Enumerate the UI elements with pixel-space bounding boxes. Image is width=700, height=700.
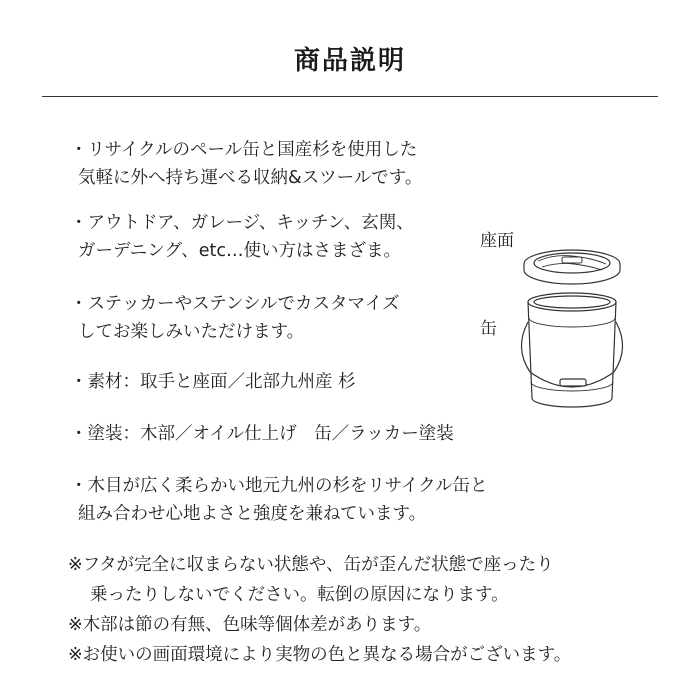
bullet-finish-line1: ・塗装：木部／オイル仕上げ 缶／ラッカー塗装 — [70, 424, 454, 444]
bullet-customize-line1: ・ステッカーやステンシルでカスタマイズ — [70, 294, 400, 314]
title-divider — [42, 96, 658, 97]
bullet-recycle-line2: 気軽に外へ持ち運べる収納&スツールです。 — [78, 168, 423, 188]
seat-label: 座面 — [480, 231, 514, 251]
bullet-customize-line2: してお楽しみいただけます。 — [78, 322, 305, 342]
bullet-grain — [70, 472, 488, 528]
bullet-recycle-line1: ・リサイクルのペール缶と国産杉を使用した — [70, 140, 418, 160]
bullet-customize — [70, 290, 400, 346]
bullet-uses-line2: ガーデニング、etc…使い方はさまざま。 — [78, 241, 401, 261]
paint-bucket-stool-icon — [512, 240, 632, 420]
note-wood — [68, 610, 431, 640]
bullet-grain-line1: ・木目が広く柔らかい地元九州の杉をリサイクル缶と — [70, 476, 488, 496]
bullet-finish — [70, 420, 454, 448]
bullet-material — [70, 368, 356, 396]
bullet-recycle — [70, 136, 422, 192]
bullet-uses-line1: ・アウトドア、ガレージ、キッチン、玄関、 — [70, 213, 414, 233]
bullet-material-line1: ・素材：取手と座面／北部九州産 杉 — [70, 372, 356, 392]
note-safety — [68, 550, 554, 610]
can-label: 缶 — [480, 319, 497, 339]
note-wood-line1: ※木部は節の有無、色味等個体差があります。 — [68, 615, 432, 635]
note-safety-line2: 乗ったりしないでください。転倒の原因になります。 — [90, 585, 509, 605]
note-color-line1: ※お使いの画面環境により実物の色と異なる場合がございます。 — [68, 645, 572, 665]
note-safety-line1: ※フタが完全に収まらない状態や、缶が歪んだ状態で座ったり — [68, 555, 554, 575]
page-title: 商品説明 — [293, 46, 406, 76]
bullet-uses — [70, 209, 414, 265]
note-color — [68, 640, 571, 670]
bullet-grain-line2: 組み合わせ心地よさと強度を兼ねています。 — [78, 504, 427, 524]
